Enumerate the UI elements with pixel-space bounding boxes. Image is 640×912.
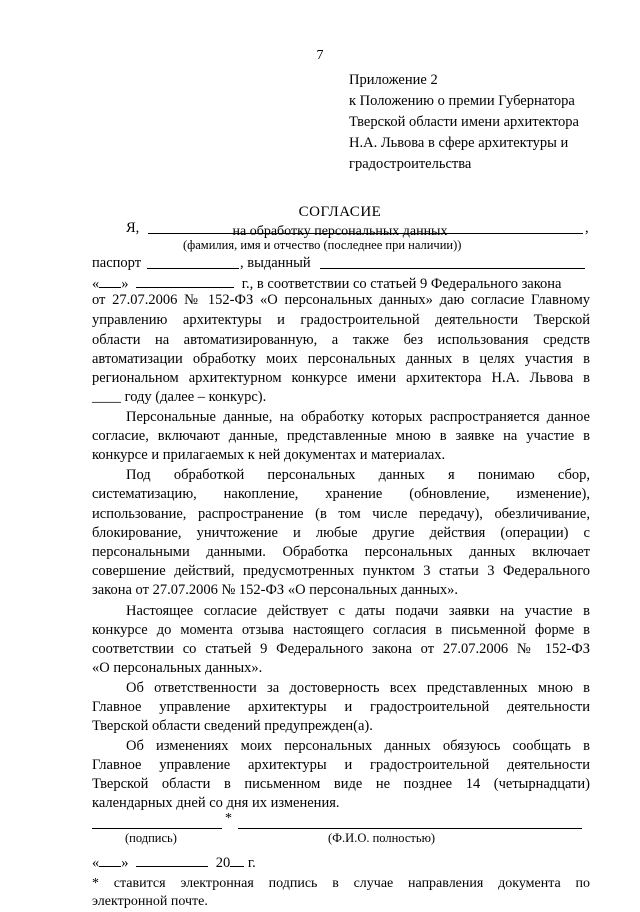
body-line: Персональные данные, на обработку которых распространяется данное [126,409,590,425]
signature-star: * [225,811,232,826]
body-line: конкурсе до момента отзыва настоящего согласия в письменной форме в [92,622,590,638]
body-line: Об изменениях моих персональных данных обязуюсь сообщать в [126,738,590,754]
issue-day-field[interactable] [99,273,121,288]
body-line: соответствии со статьей 9 Федерального закона от 27.07.2006 № 152-ФЗ [92,641,590,657]
sign-day-field[interactable] [99,852,121,867]
body-line: персональными данными. Обработка персональных данных включает [92,544,590,560]
body-line: использование, распространение (в том числе передачу), обезличивание, [92,506,590,522]
body-line: систематизацию, накопление, хранение (обновление, изменение), [92,486,590,502]
date-open-quote: « [92,276,100,292]
signature-date-row [92,852,256,872]
date-close-quote: » [121,855,129,871]
year-suffix: г. [247,855,256,871]
passport-field[interactable] [147,268,239,269]
body-line: автоматизации обработку моих персональных данных в целях участия в [92,351,590,367]
signature-field[interactable] [92,828,222,829]
body-line: ____ году (далее – конкурс). [92,389,267,405]
date-close-quote: » [121,276,129,292]
body-line: согласие, включают данные, представленные мною в заявке на участие в [92,428,590,444]
body-line: Настоящее согласие действует с даты подачи заявки на участие в [126,603,590,619]
sign-month-field[interactable] [136,852,208,867]
body-line: Об ответственности за достоверность всех представленных мною в [126,680,590,696]
footnote-line: * ставится электронная подпись в случае направления документа по [92,876,590,891]
body-line: Тверской области в письменном виде не позднее 14 (четырнадцати) [92,776,590,792]
body-line: совершение действий, предусмотренных пунктом 3 статьи 3 Федерального [92,563,590,579]
signature-caption: (подпись) [125,831,177,845]
issued-field[interactable] [320,268,585,269]
sign-year-field[interactable] [230,852,244,867]
body-line: Тверской области сведений предупрежден(а). [92,718,373,734]
ya-label: Я, [126,220,140,236]
full-name-field[interactable] [238,828,582,829]
body-line: закона от 27.07.2006 № 152-ФЗ «О персональных данных». [92,582,459,598]
body-line: региональном архитектурном конкурсе имени архитектора Н.А. Львова в [92,370,590,386]
body-line: календарных дней со дня их изменения. [92,795,340,811]
document-subtitle: на обработку персональных данных [232,224,448,239]
date-open-quote: « [92,855,100,871]
body-line: блокирование, уничтожение и любые другие действия (операции) с [92,525,590,541]
appendix-line: Н.А. Львова в сфере архитектуры и [349,135,569,151]
appendix-line: градостроительства [349,156,472,172]
footnote-line: электронной почте. [92,894,208,909]
body-line: конкурсе и прилагаемых к ней документах и материалах. [92,447,446,463]
body-line: Главное управление архитектуры и градостроительной деятельности [92,699,590,715]
full-name-caption: (Ф.И.О. полностью) [328,831,436,845]
body-line: от 27.07.2006 № 152-ФЗ «О персональных данных» даю согласие Главному [92,292,590,308]
year-prefix: 20 [215,855,231,871]
issue-month-year-field[interactable] [136,273,234,288]
page-number: 7 [316,48,324,63]
fio-row [126,220,139,237]
fio-field[interactable] [148,233,583,234]
body-line: управлению архитектуры и градостроительной деятельности Тверской [92,312,590,328]
document-title: СОГЛАСИЕ [298,204,382,220]
body-line: Под обработкой персональных данных я понимаю сбор, [126,467,590,483]
fio-caption: (фамилия, имя и отчество (последнее при наличии)) [183,238,462,252]
appendix-line: Тверской области имени архитектора [349,114,579,130]
issued-label: , выданный [240,255,311,271]
fio-comma: , [585,220,589,236]
appendix-block [349,70,579,175]
appendix-line: к Положению о премии Губернатора [349,93,575,109]
passport-label: паспорт [92,255,142,271]
body-line: «О персональных данных». [92,660,263,676]
body-line: области на автоматизированную, а также без использования средств [92,332,590,348]
appendix-line: Приложение 2 [349,72,438,88]
body-line: Главное управление архитектуры и градостроительной деятельности [92,757,590,773]
law-reference-text: г., в соответствии со статьей 9 Федерального закона [241,276,562,292]
